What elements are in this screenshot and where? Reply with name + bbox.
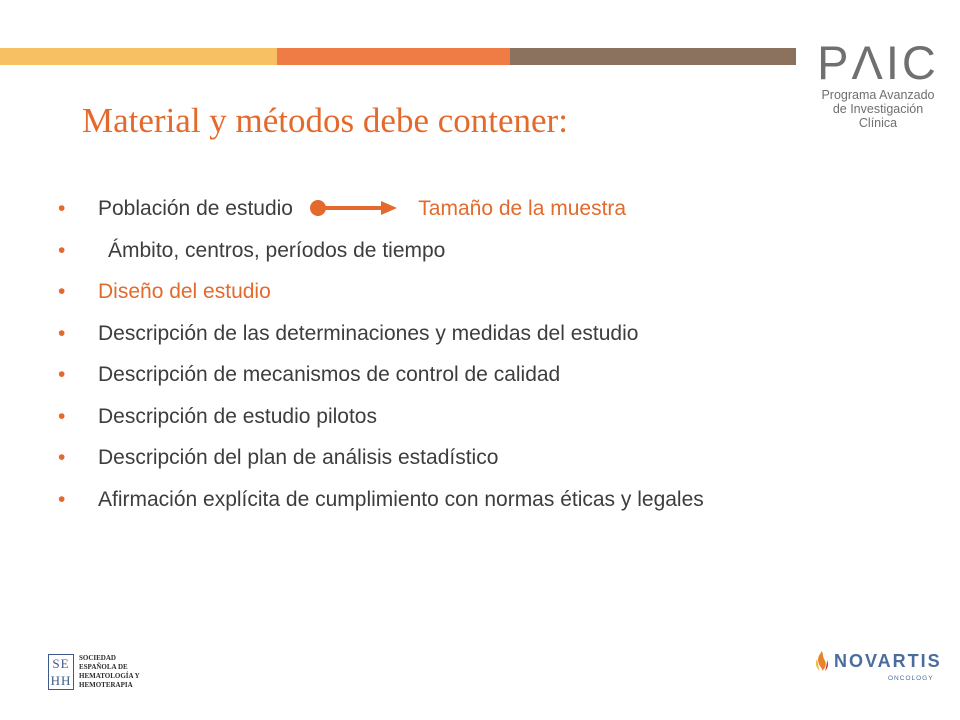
bullet-dot: •: [58, 404, 66, 428]
bullet-dot: •: [58, 197, 66, 220]
header-bar-brown: [510, 48, 796, 65]
sehh-logo-mark: [48, 654, 74, 690]
bullet-dot: •: [58, 487, 66, 511]
bullet-item: [58, 275, 704, 317]
header-bar-yellow: [0, 48, 277, 65]
bullet-item: [58, 234, 704, 276]
bullet-dot: •: [58, 321, 66, 345]
bullet-dot: •: [58, 363, 66, 386]
novartis-flame-icon: [814, 650, 830, 672]
bullet-item: [58, 317, 704, 359]
bullet-text: Descripción de estudio pilotos: [98, 404, 377, 428]
bullet-text: Descripción de las determinaciones y medidas del estudio: [98, 321, 639, 345]
bullet-dot: •: [58, 238, 66, 262]
bullet-text: Descripción de mecanismos de control de calidad: [98, 363, 561, 386]
bullet-text-right: Tamaño de la muestra: [418, 197, 627, 220]
bullet-text: Diseño del estudio: [98, 280, 271, 303]
sehh-line-2: ESPAÑOLA DE: [79, 663, 128, 671]
novartis-oncology: ONCOLOGY: [888, 675, 934, 682]
paic-logo-line-1: Programa Avanzado: [821, 88, 935, 102]
bullet-item: [58, 441, 704, 483]
bullet-text: Descripción del plan de análisis estadístico: [98, 446, 499, 469]
arrow-icon: [309, 198, 399, 218]
sehh-line-3: HEMATOLOGÍA Y: [79, 672, 140, 680]
bullet-item: [58, 400, 704, 442]
novartis-name: NOVARTIS: [834, 650, 942, 671]
bullet-dot: •: [58, 280, 66, 303]
paic-logo-line-2: de Investigación: [832, 102, 924, 116]
slide-title: Material y métodos debe contener:: [82, 101, 568, 140]
bullet-item: [58, 483, 704, 525]
bullet-item: [58, 358, 704, 400]
header-bar-orange: [277, 48, 510, 65]
bullet-text: Afirmación explícita de cumplimiento con normas éticas y legales: [98, 487, 704, 511]
bullet-text: Ámbito, centros, períodos de tiempo: [108, 238, 446, 262]
sehh-line-4: HEMOTERAPIA: [79, 681, 133, 689]
bullet-text-left: Población de estudio: [98, 197, 293, 220]
sehh-line-1: SOCIEDAD: [79, 654, 116, 662]
sehh-logo-mark-text: SE HH: [50, 656, 72, 688]
paic-logo-mark: PΛIC: [817, 36, 939, 89]
paic-logo: [808, 38, 948, 130]
paic-logo-line-3: Clínica: [858, 116, 898, 130]
novartis-logo: [814, 650, 942, 672]
sehh-logo: [48, 654, 140, 690]
bullet-list: [58, 192, 704, 524]
bullet-item: [58, 192, 704, 234]
sehh-logo-text: [79, 654, 140, 690]
bullet-dot: •: [58, 446, 66, 469]
